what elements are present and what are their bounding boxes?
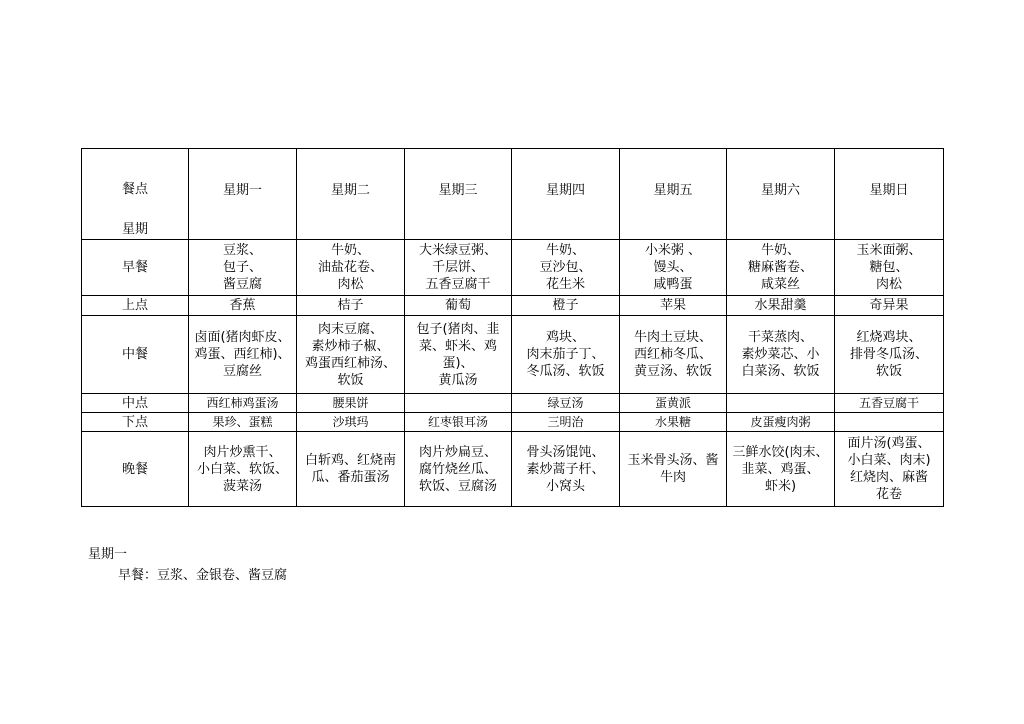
dish-text: 白斩鸡、红烧南 xyxy=(304,453,396,468)
menu-cell xyxy=(727,394,835,413)
dish-text: 玉米面粥、 xyxy=(856,243,922,258)
dish-text: 牛奶、 xyxy=(545,243,585,258)
menu-cell xyxy=(297,240,405,296)
day-header: 星期五 xyxy=(620,149,727,240)
dish-text: 葡萄 xyxy=(444,298,471,313)
dish-text: 软饭 xyxy=(875,364,902,379)
dish-text: 橙子 xyxy=(552,298,579,313)
meal-row xyxy=(82,432,944,507)
dish-text: 牛奶、 xyxy=(330,243,370,258)
day-header: 星期一 xyxy=(189,149,297,240)
dish-text: 五香豆腐干 xyxy=(858,395,919,410)
dish-text: 大米绿豆粥、 xyxy=(418,243,497,258)
dish-text: 香蕉 xyxy=(229,298,256,313)
dish-text: 包子、 xyxy=(222,260,262,275)
dish-text: 牛肉土豆块、 xyxy=(633,330,712,345)
dish-text: 豆沙包、 xyxy=(539,260,592,275)
dish-text: 小米粥 、 xyxy=(644,243,702,258)
menu-cell xyxy=(620,296,727,316)
dish-text: 千层饼、 xyxy=(431,260,484,275)
dish-text: 肉末豆腐、 xyxy=(317,321,383,337)
meal-header-label: 餐点 xyxy=(121,182,148,197)
meal-label: 中点 xyxy=(82,394,189,413)
menu-cell xyxy=(189,394,297,413)
dish-text: 蛋黄派 xyxy=(654,395,691,410)
menu-cell xyxy=(189,316,297,394)
dish-text: 鸡块、 xyxy=(545,330,585,345)
meal-label: 下点 xyxy=(82,413,189,432)
dish-text: 黄瓜汤 xyxy=(438,372,478,388)
dish-text: 苹果 xyxy=(659,298,686,313)
meal-row xyxy=(82,413,944,432)
dish-text: 牛肉 xyxy=(659,470,686,485)
dish-text: 黄豆汤、软饭 xyxy=(633,364,712,379)
dish-text: 绿豆汤 xyxy=(547,395,584,410)
menu-cell xyxy=(405,432,512,507)
menu-cell xyxy=(620,394,727,413)
menu-cell xyxy=(512,240,620,296)
dish-text: 水果糖 xyxy=(654,414,691,429)
dish-text: 花生米 xyxy=(545,277,585,292)
dish-text: 五香豆腐干 xyxy=(425,277,491,292)
dish-text: 骨头汤馄饨、 xyxy=(526,444,605,460)
menu-cell xyxy=(189,432,297,507)
dish-text: 豆腐丝 xyxy=(222,364,262,379)
dish-text: 水果甜羹 xyxy=(754,298,807,313)
meal-label: 中餐 xyxy=(82,316,189,394)
day-header: 星期二 xyxy=(297,149,405,240)
dish-text: 沙琪玛 xyxy=(332,414,369,429)
dish-text: 排骨冬瓜汤、 xyxy=(849,347,928,362)
dish-text: 小白菜、软饭、 xyxy=(196,461,288,477)
meal-label: 早餐 xyxy=(82,240,189,296)
weekly-menu-table xyxy=(81,148,944,507)
dish-text: 韭菜、鸡蛋、 xyxy=(741,461,820,477)
dish-text: 红烧鸡块、 xyxy=(856,330,922,345)
dish-text: 菠菜汤 xyxy=(222,478,262,494)
dish-text: 素炒蒿子杆、 xyxy=(526,461,605,477)
dish-text: 肉松 xyxy=(337,277,364,292)
dish-text: 红枣银耳汤 xyxy=(427,414,488,429)
dish-text: 馒头、 xyxy=(653,260,693,275)
dish-text: 蛋)、 xyxy=(442,355,474,371)
menu-cell xyxy=(620,413,727,432)
menu-cell xyxy=(512,394,620,413)
menu-cell xyxy=(620,240,727,296)
meal-label: 晚餐 xyxy=(82,432,189,507)
dish-text: 冬瓜汤、软饭 xyxy=(526,364,605,379)
dish-text: 牛奶、 xyxy=(760,243,800,258)
menu-cell xyxy=(297,432,405,507)
dish-text: 花卷 xyxy=(875,487,902,502)
menu-cell xyxy=(835,432,944,507)
dish-text: 菜、虾米、鸡 xyxy=(418,338,497,354)
menu-cell xyxy=(405,240,512,296)
dish-text: 面片汤(鸡蛋、 xyxy=(847,436,931,451)
dish-text: 瓜、番茄蛋汤 xyxy=(311,470,390,485)
menu-cell xyxy=(620,316,727,394)
menu-cell xyxy=(512,432,620,507)
menu-cell xyxy=(512,296,620,316)
menu-cell xyxy=(835,413,944,432)
dish-text: 鸡蛋、西红柿)、 xyxy=(194,347,291,362)
meal-row xyxy=(82,316,944,394)
day-header: 星期四 xyxy=(512,149,620,240)
dish-text: 素炒菜芯、小 xyxy=(741,347,820,362)
day-header-label: 星期 xyxy=(121,222,148,237)
dish-text: 皮蛋瘦肉粥 xyxy=(750,414,811,429)
dish-text: 小白菜、肉末) xyxy=(847,453,931,468)
menu-cell xyxy=(512,316,620,394)
dish-text: 西红柿冬瓜、 xyxy=(633,347,712,362)
menu-cell xyxy=(405,394,512,413)
day-header: 星期三 xyxy=(405,149,512,240)
menu-cell xyxy=(405,413,512,432)
menu-cell xyxy=(727,413,835,432)
dish-text: 干菜蒸肉、 xyxy=(747,330,813,345)
menu-cell xyxy=(297,394,405,413)
day-header: 星期日 xyxy=(835,149,944,240)
dish-text: 桔子 xyxy=(337,298,364,313)
dish-text: 酱豆腐 xyxy=(222,277,262,292)
meal-row xyxy=(82,394,944,413)
menu-cell xyxy=(727,432,835,507)
dish-text: 果珍、蛋糕 xyxy=(212,414,273,429)
menu-cell xyxy=(727,240,835,296)
dish-text: 腐竹烧丝瓜、 xyxy=(418,461,497,477)
menu-cell xyxy=(297,296,405,316)
dish-text: 软饭 xyxy=(337,372,364,388)
dish-text: 素炒柿子椒、 xyxy=(311,338,390,354)
menu-cell xyxy=(405,296,512,316)
dish-text: 红烧肉、麻酱 xyxy=(849,470,928,485)
dish-text: 腰果饼 xyxy=(332,395,369,410)
menu-cell xyxy=(727,316,835,394)
meal-row xyxy=(82,240,944,296)
menu-cell xyxy=(620,432,727,507)
dish-text: 糖包、 xyxy=(869,260,909,275)
day-header: 星期六 xyxy=(727,149,835,240)
menu-cell xyxy=(297,316,405,394)
menu-cell xyxy=(189,240,297,296)
menu-cell xyxy=(189,296,297,316)
note-breakfast-line: 早餐：豆浆、金银卷、酱豆腐 xyxy=(118,568,288,583)
meal-label: 上点 xyxy=(82,296,189,316)
menu-cell xyxy=(835,240,944,296)
menu-cell xyxy=(189,413,297,432)
dish-text: 鸡蛋西红柿汤、 xyxy=(304,355,396,371)
meal-row xyxy=(82,296,944,316)
dish-text: 肉片炒扁豆、 xyxy=(418,444,497,460)
dish-text: 肉片炒熏干、 xyxy=(203,444,282,460)
note-day-label: 星期一 xyxy=(88,547,128,562)
menu-cell xyxy=(512,413,620,432)
dish-text: 虾米) xyxy=(764,478,797,494)
dish-text: 咸鸭蛋 xyxy=(653,277,693,292)
dish-text: 小窝头 xyxy=(545,478,585,494)
menu-cell xyxy=(297,413,405,432)
dish-text: 白菜汤、软饭 xyxy=(741,364,820,379)
menu-cell xyxy=(727,296,835,316)
dish-text: 油盐花卷、 xyxy=(317,260,383,275)
dish-text: 西红柿鸡蛋汤 xyxy=(206,395,279,410)
menu-cell xyxy=(835,316,944,394)
dish-text: 三鲜水饺(肉末、 xyxy=(732,444,829,460)
dish-text: 肉松 xyxy=(875,277,902,292)
dish-text: 咸菜丝 xyxy=(760,277,800,292)
menu-cell xyxy=(405,316,512,394)
dish-text: 糖麻酱卷、 xyxy=(747,260,813,275)
dish-text: 卤面(猪肉虾皮、 xyxy=(194,330,291,345)
dish-text: 包子(猪肉、韭 xyxy=(416,321,500,337)
dish-text: 三明治 xyxy=(547,414,584,429)
dish-text: 奇异果 xyxy=(869,298,909,313)
header-row xyxy=(82,149,944,240)
corner-header-cell xyxy=(82,149,189,240)
dish-text: 豆浆、 xyxy=(222,243,262,258)
dish-text: 软饭、豆腐汤 xyxy=(418,478,497,494)
dish-text: 玉米骨头汤、酱 xyxy=(627,453,719,468)
menu-cell xyxy=(835,296,944,316)
menu-cell xyxy=(835,394,944,413)
dish-text: 肉末茄子丁、 xyxy=(526,347,605,362)
